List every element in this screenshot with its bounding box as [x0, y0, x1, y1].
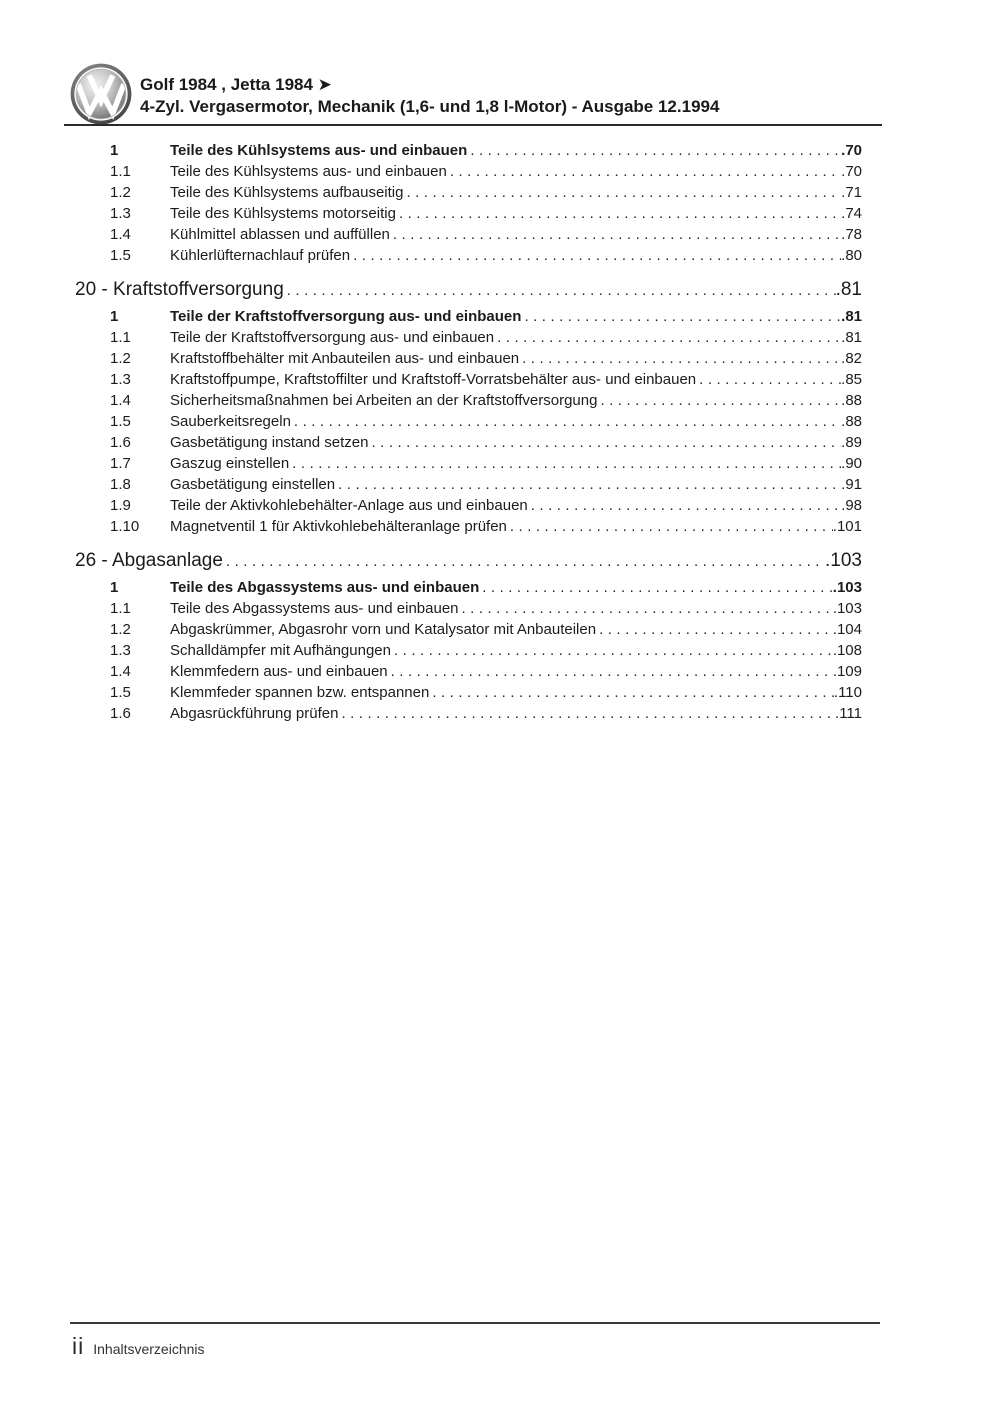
entry-number: 1.6: [110, 434, 131, 451]
entry-number: 1.2: [110, 621, 131, 638]
entry-page-number: . 89: [841, 432, 862, 453]
entry-number: 1.10: [110, 518, 140, 535]
toc-entry-row: [75, 411, 862, 432]
entry-number: 1.2: [110, 350, 131, 367]
dotted-leader: [696, 369, 841, 390]
entry-title: Sauberkeitsregeln: [170, 413, 291, 430]
toc-entry-row: [75, 348, 862, 369]
entry-title: Gaszug einstellen: [170, 455, 290, 472]
entry-title: Teile des Kühlsystems aus- und einbauen: [170, 163, 447, 180]
dotted-leader: [521, 306, 841, 327]
header-subtitle-line: 4-Zyl. Vergasermotor, Mechanik (1,6- und 1,8 l-Motor) - Ausgabe 12.1994: [140, 97, 720, 116]
entry-title: Teile des Abgassystems aus- und einbauen: [170, 579, 480, 596]
toc-entry-row: [75, 577, 862, 598]
entry-number: 1.4: [110, 392, 131, 409]
entry-page-number: . 88: [841, 390, 862, 411]
toc-entry-row: [75, 182, 862, 203]
entry-page-number: . 81: [841, 306, 862, 327]
entry-page-number: . 103: [833, 598, 862, 619]
entry-number: 1.9: [110, 497, 131, 514]
toc-entry-row: [75, 453, 862, 474]
dotted-leader: [507, 516, 833, 537]
entry-title: Teile der Kraftstoffversorgung aus- und einbauen: [170, 329, 495, 346]
toc-entry-row: [75, 516, 862, 537]
entry-page-number: . 90: [841, 453, 862, 474]
dotted-leader: [597, 390, 841, 411]
section-title: 20 - Kraftstoffversorgung: [75, 279, 284, 300]
dotted-leader: [390, 224, 841, 245]
toc-entry-row: [75, 161, 862, 182]
dotted-leader: [388, 661, 833, 682]
dotted-leader: [350, 245, 841, 266]
entry-page-number: . 108: [833, 640, 862, 661]
section-entries: [75, 306, 862, 537]
toc-entry-row: [75, 140, 862, 161]
entry-title: Teile der Aktivkohlebehälter-Anlage aus und einbauen: [170, 497, 528, 514]
header-divider: [64, 124, 882, 126]
footer-page-number: ii: [72, 1333, 85, 1359]
entry-page-number: . 70: [841, 161, 862, 182]
toc-section: [75, 140, 862, 266]
section-header-row: [75, 549, 862, 574]
entry-title: Magnetventil 1 für Aktivkohlebehälteranlage prüfen: [170, 518, 507, 535]
entry-title: Kraftstoffpumpe, Kraftstoffilter und Kraftstoff-Vorratsbehälter aus- und einbauen: [170, 371, 697, 388]
dotted-leader: [467, 140, 841, 161]
toc-entry-row: [75, 682, 862, 703]
entry-number: 1.8: [110, 476, 131, 493]
entry-number: 1: [110, 308, 119, 325]
entry-number: 1.1: [110, 329, 131, 346]
dotted-leader: [391, 640, 833, 661]
toc-entry-row: [75, 619, 862, 640]
entry-page-number: . 81: [841, 327, 862, 348]
dotted-leader: [368, 432, 841, 453]
toc-entry-row: [75, 327, 862, 348]
vw-logo-icon: [70, 63, 132, 125]
entry-page-number: . 109: [833, 661, 862, 682]
entry-page-number: . 80: [841, 245, 862, 266]
entry-title: Teile des Abgassystems aus- und einbauen: [170, 600, 459, 617]
entry-title: Gasbetätigung instand setzen: [170, 434, 369, 451]
entry-number: 1.6: [110, 705, 131, 722]
section-header-row: [75, 278, 862, 303]
entry-title: Kühlerlüfternachlauf prüfen: [170, 247, 351, 264]
entry-page-number: . 110: [834, 682, 862, 703]
toc-entry-row: [75, 640, 862, 661]
toc-entry-row: [75, 390, 862, 411]
entry-page-number: . 103: [833, 577, 862, 598]
dotted-leader: [494, 327, 841, 348]
toc-entry-row: [75, 474, 862, 495]
entry-page-number: . 70: [841, 140, 862, 161]
entry-title: Kraftstoffbehälter mit Anbauteilen aus- und einbauen: [170, 350, 520, 367]
entry-title: Abgasrückführung prüfen: [170, 705, 339, 722]
dotted-leader: [284, 279, 836, 303]
section-entries: [75, 140, 862, 266]
entry-number: 1.7: [110, 455, 131, 472]
dotted-leader: [291, 411, 841, 432]
entry-page-number: . 78: [841, 224, 862, 245]
entry-page-number: . 98: [841, 495, 862, 516]
entry-number: 1.4: [110, 226, 131, 243]
entry-page-number: . 71: [841, 182, 862, 203]
dotted-leader: [223, 550, 825, 574]
entry-page-number: . 74: [841, 203, 862, 224]
entry-title: Abgaskrümmer, Abgasrohr vorn und Katalysator mit Anbauteilen: [170, 621, 597, 638]
entry-title: Klemmfeder spannen bzw. entspannen: [170, 684, 430, 701]
entry-title: Schalldämpfer mit Aufhängungen: [170, 642, 391, 659]
dotted-leader: [447, 161, 841, 182]
toc-entry-row: [75, 598, 862, 619]
entry-number: 1.5: [110, 247, 131, 264]
entry-title: Gasbetätigung einstellen: [170, 476, 336, 493]
dotted-leader: [335, 474, 841, 495]
toc-entry-row: [75, 203, 862, 224]
toc-entry-row: [75, 495, 862, 516]
entry-number: 1: [110, 142, 119, 159]
entry-page-number: . 85: [841, 369, 862, 390]
entry-page-number: . 101: [833, 516, 862, 537]
dotted-leader: [479, 577, 833, 598]
entry-title: Teile des Kühlsystems motorseitig: [170, 205, 396, 222]
header-model-line: Golf 1984 , Jetta 1984 ➤: [140, 75, 332, 94]
entry-title: Teile des Kühlsystems aufbauseitig: [170, 184, 404, 201]
entry-number: 1.3: [110, 205, 131, 222]
entry-number: 1.5: [110, 684, 131, 701]
entry-number: 1: [110, 579, 119, 596]
toc-entry-row: [75, 224, 862, 245]
dotted-leader: [396, 203, 841, 224]
entry-number: 1.1: [110, 163, 131, 180]
entry-title: Klemmfedern aus- und einbauen: [170, 663, 388, 680]
dotted-leader: [429, 682, 834, 703]
entry-number: 1.3: [110, 642, 131, 659]
toc: [75, 140, 862, 724]
entry-title: Teile der Kraftstoffversorgung aus- und einbauen: [170, 308, 522, 325]
toc-entry-row: [75, 369, 862, 390]
section-page-number: . 81: [836, 278, 862, 302]
entry-number: 1.1: [110, 600, 131, 617]
toc-entry-row: [75, 703, 862, 724]
section-title: 26 - Abgasanlage: [75, 550, 223, 571]
footer-divider: [70, 1322, 880, 1324]
toc-entry-row: [75, 245, 862, 266]
toc-section: [75, 549, 862, 724]
entry-title: Teile des Kühlsystems aus- und einbauen: [170, 142, 468, 159]
section-entries: [75, 577, 862, 724]
dotted-leader: [403, 182, 841, 203]
entry-page-number: . 88: [841, 411, 862, 432]
dotted-leader: [528, 495, 841, 516]
entry-number: 1.5: [110, 413, 131, 430]
toc-entry-row: [75, 306, 862, 327]
entry-number: 1.3: [110, 371, 131, 388]
dotted-leader: [596, 619, 833, 640]
toc-section: [75, 278, 862, 537]
dotted-leader: [459, 598, 833, 619]
entry-page-number: . 91: [841, 474, 862, 495]
dotted-leader: [289, 453, 841, 474]
entry-page-number: . 111: [835, 703, 862, 724]
entry-number: 1.4: [110, 663, 131, 680]
entry-number: 1.2: [110, 184, 131, 201]
footer: [72, 1333, 205, 1359]
entry-page-number: . 104: [833, 619, 862, 640]
entry-title: Kühlmittel ablassen und auffüllen: [170, 226, 390, 243]
toc-entry-row: [75, 432, 862, 453]
document-header: [140, 74, 719, 118]
dotted-leader: [338, 703, 835, 724]
toc-entry-row: [75, 661, 862, 682]
section-page-number: . 103: [825, 549, 862, 573]
entry-page-number: . 82: [841, 348, 862, 369]
dotted-leader: [519, 348, 841, 369]
footer-label: Inhaltsverzeichnis: [93, 1341, 205, 1357]
entry-title: Sicherheitsmaßnahmen bei Arbeiten an der Kraftstoffversorgung: [170, 392, 598, 409]
